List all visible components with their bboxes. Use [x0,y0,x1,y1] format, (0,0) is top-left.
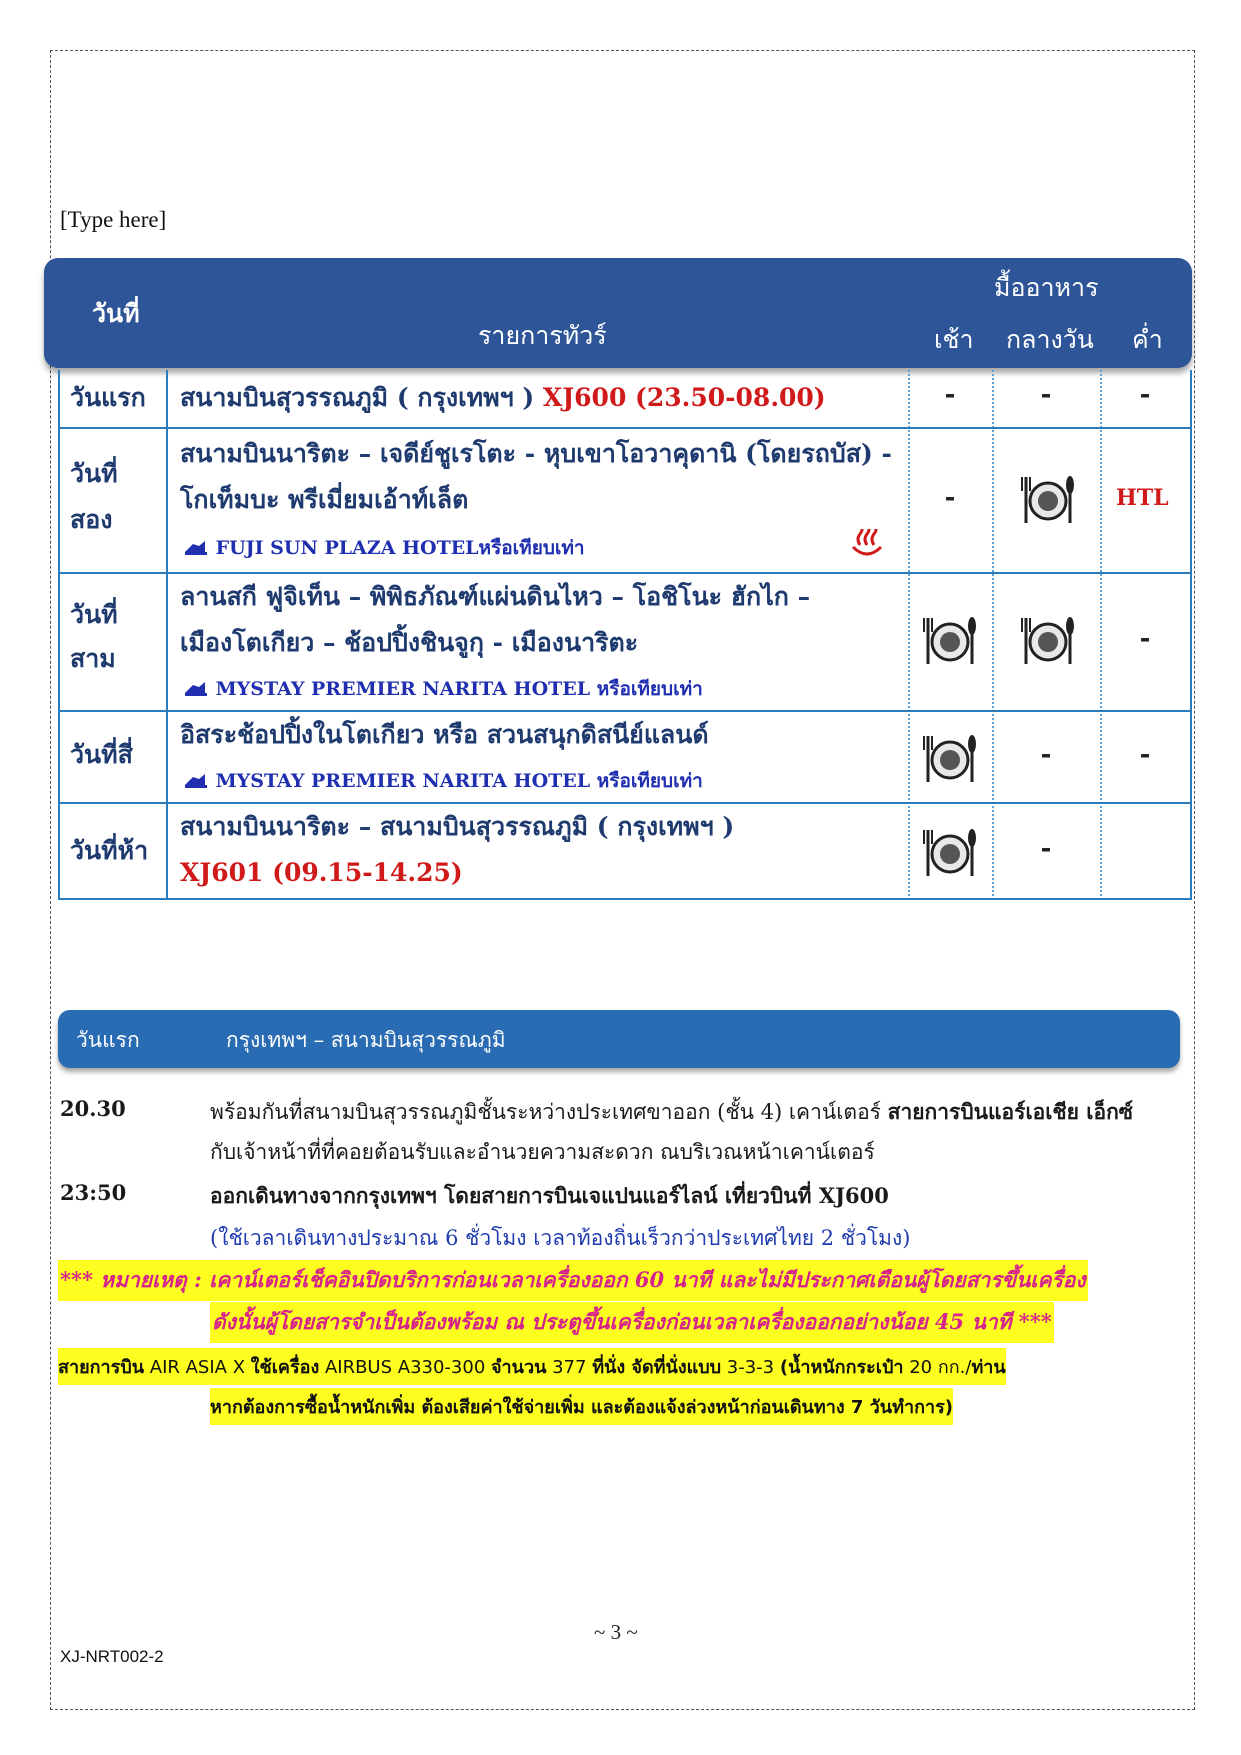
hotel-name: MYSTAY PREMIER NARITA HOTEL หรือเทียบเท่า [215,770,703,792]
program-text: สนามบินนาริตะ – เจดีย์ชูเรโตะ - หุบเขาโอวาคุดานิ (โดยรถบัส) - [180,439,892,468]
day-bar-day: วันแรก [76,1028,140,1052]
meal-lunch-header: กลางวัน [1006,325,1094,354]
lunch-value: - [1040,834,1052,864]
day-label: วันที่ [70,459,118,488]
table-row [58,574,1192,712]
itinerary-text: ออกเดินทางจากกรุงเทพฯ โดยสายการบินเจแปนแอร์ไลน์ เที่ยวบินที่ XJ600 [210,1183,889,1208]
table-row [58,712,1192,804]
airline-info: หากต้องการซื้อน้ำหนักเพิ่ม ต้องเสียค่าใช้จ่ายเพิ่ม และต้องแจ้งล่วงหน้าก่อนเดินทาง 7 วันทำการ) [210,1388,953,1425]
program-text: สนามบินนาริตะ – สนามบินสุวรรณภูมิ ( กรุงเทพฯ ) [180,812,735,841]
program-text: เมืองโตเกียว – ช้อปปิ้งชินจูกุ - เมืองนาริตะ [180,628,639,657]
bed-icon [183,771,209,789]
day-label: วันที่สี่ [70,740,133,769]
day-label: วันแรก [70,383,146,412]
warning-note: *** หมายเหตุ : เคาน์เตอร์เช็คอินปิดบริการก่อนเวลาเครื่องออก 60 นาที และไม่มีประกาศเตือนผู้โดยสารขึ้นเครื่อง [58,1260,1088,1301]
breakfast-value: - [944,483,956,513]
meal-icon [1020,473,1076,527]
bed-icon [183,538,209,556]
table-row [58,370,1192,429]
program-text: อิสระช้อปปิ้งในโตเกียว หรือ สวนสนุกดิสนีย์แลนด์ [180,720,709,749]
time-1: 20.30 [60,1096,126,1121]
program-text: ลานสกี ฟูจิเท็น – พิพิธภัณฑ์แผ่นดินไหว – โอชิโนะ ฮักไก – [180,582,811,611]
hotel-line [183,766,703,796]
col-meals-header: มื้ออาหาร [994,273,1099,302]
day-label: สอง [70,505,113,534]
col-day-header: วันที่ [92,299,140,328]
onsen-icon [850,529,884,559]
day-label: สาม [70,644,116,673]
dinner-value: - [1139,740,1151,770]
page-number: ~ 3 ~ [594,1620,638,1644]
meal-icon [922,732,978,786]
table-grid [58,370,1192,900]
hotel-line [183,533,585,563]
itinerary-text: กับเจ้าหน้าที่ที่คอยต้อนรับและอำนวยความสะดวก ณบริเวณหน้าเคาน์เตอร์ [210,1140,875,1164]
document-code: XJ-NRT002-2 [60,1647,164,1666]
flight-code: XJ601 (09.15-14.25) [180,858,463,887]
warning-note: ดังนั้นผู้โดยสารจำเป็นต้องพร้อม ณ ประตูขึ้นเครื่องก่อนเวลาเครื่องออกอย่างน้อย 45 นาที *** [210,1302,1054,1343]
day-label: วันที่ [70,600,118,629]
lunch-value: - [1040,740,1052,770]
col-program-header: รายการทัวร์ [478,321,607,350]
meal-icon [922,614,978,668]
header-placeholder: [Type here] [60,207,167,232]
hotel-name: MYSTAY PREMIER NARITA HOTEL หรือเทียบเท่า [215,678,703,700]
meal-breakfast-header: เช้า [934,325,974,354]
program-text: สนามบินสุวรรณภูมิ ( กรุงเทพฯ ) XJ600 (23.50-08.00) [180,383,826,412]
breakfast-value: - [944,380,956,410]
meal-icon [922,826,978,880]
program-text: โกเท็มบะ พรีเมี่ยมเอ้าท์เล็ต [180,485,469,514]
dinner-value: - [1139,624,1151,654]
table-row [58,429,1192,574]
day-label: วันที่ห้า [70,836,149,865]
itinerary-note: (ใช้เวลาเดินทางประมาณ 6 ชั่วโมง เวลาท้องถิ่นเร็วกว่าประเทศไทย 2 ชั่วโมง) [210,1226,911,1250]
meal-dinner-header: ค่ำ [1132,325,1163,354]
table-header [44,258,1192,368]
hotel-name: FUJI SUN PLAZA HOTELหรือเทียบเท่า [215,537,585,559]
hotel-line [183,674,703,704]
meal-icon [1020,614,1076,668]
day-bar-title: กรุงเทพฯ – สนามบินสุวรรณภูมิ [226,1028,506,1052]
time-2: 23:50 [60,1180,127,1205]
airline-info: สายการบิน AIR ASIA X ใช้เครื่อง AIRBUS A330-300 จำนวน 377 ที่นั่ง จัดที่นั่งแบบ 3-3-3 (น้ำหนักกระเป๋า 20 กก./ท่าน [58,1348,1006,1385]
day-section-bar [58,1010,1180,1068]
table-row [58,804,1192,900]
lunch-value: - [1040,380,1052,410]
dinner-value: - [1139,380,1151,410]
flight-code: XJ600 (23.50-08.00) [542,383,826,412]
bed-icon [183,679,209,697]
itinerary-text: พร้อมกันที่สนามบินสุวรรณภูมิชั้นระหว่างประเทศขาออก (ชั้น 4) เคาน์เตอร์ สายการบินแอร์เอเชีย เอ็กซ์ [210,1099,1134,1124]
dinner-value: HTL [1116,485,1169,511]
